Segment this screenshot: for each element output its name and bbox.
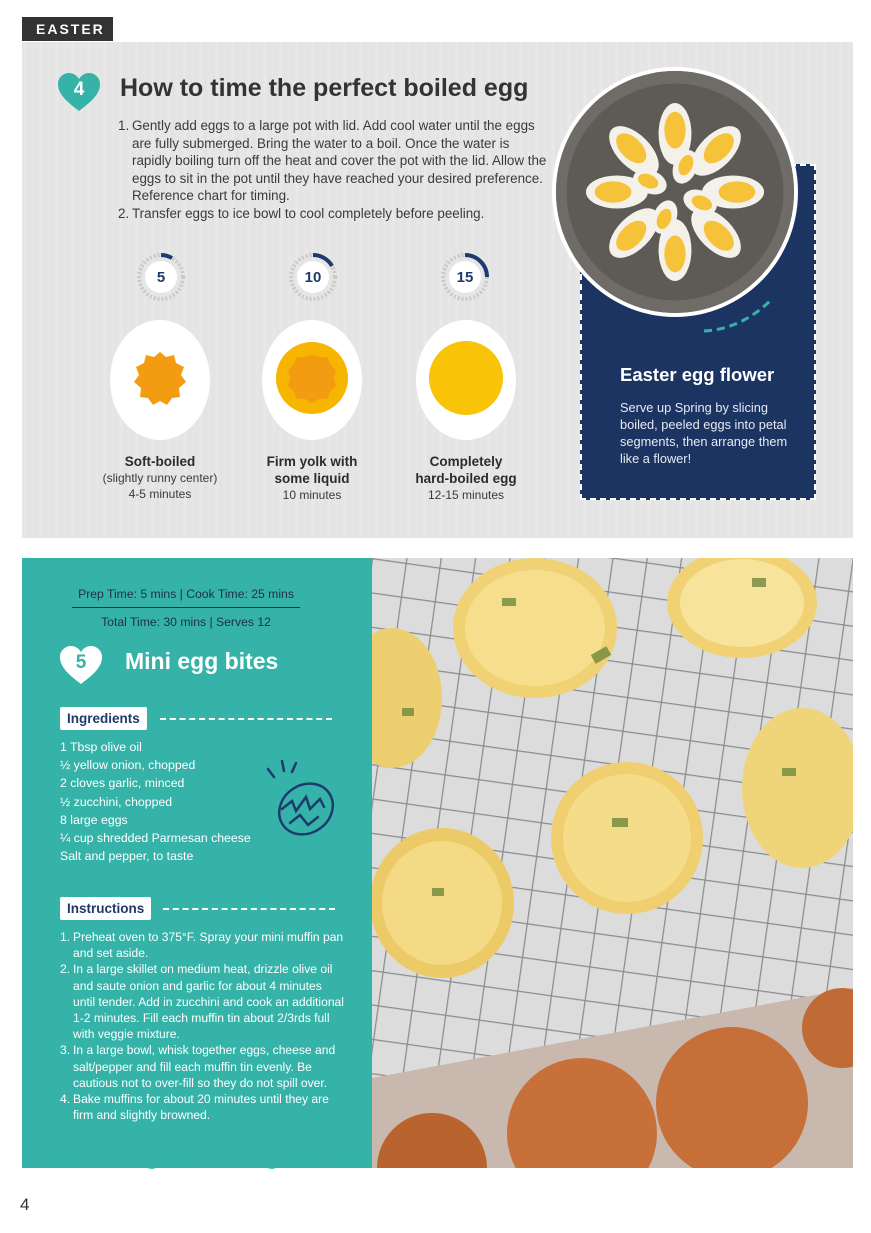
prep-cook-time: Prep Time: 5 mins | Cook Time: 25 mins — [72, 586, 300, 608]
ingredient-item: Salt and pepper, to taste — [60, 849, 194, 864]
instruction-item: 1. Preheat oven to 375°F. Spray your mini muffin pan and set aside. — [60, 930, 344, 961]
step-item: 2. Transfer eggs to ice bowl to cool completely before peeling. — [118, 205, 485, 221]
step-badge-heart — [56, 71, 102, 113]
recipe-times — [72, 586, 300, 631]
flower-card-text: Serve up Spring by slicing boiled, peeled eggs into petal segments, then arrange them like a flower! — [620, 400, 788, 466]
egg-bites-photo — [372, 558, 853, 1168]
instruction-item: 2. In a large skillet on medium heat, drizzle olive oil and saute onion and garlic for about 4 minutes until tender. Add in zucchini and cook an additional 1-2 minutes. Fill each muffin tin about 2/3rds full with veggie mixture. — [60, 962, 344, 1042]
egg-label-hard: Completely hard-boiled egg 12-15 minutes — [415, 454, 517, 502]
hard-boiled-egg-illustration — [415, 312, 517, 440]
recipe-title: Mini egg bites — [125, 648, 279, 674]
section-tag: EASTER — [22, 17, 113, 41]
soft-boiled-egg-illustration — [109, 312, 211, 440]
egg-label-soft: Soft-boiled (slightly runny center) 4-5 minutes — [102, 454, 218, 501]
ingredient-item: ½ yellow onion, chopped — [60, 758, 196, 773]
section-title: How to time the perfect boiled egg — [120, 74, 529, 102]
divider — [160, 718, 332, 720]
torn-edge-decoration — [22, 1160, 372, 1172]
ingredient-item: ¼ cup shredded Parmesan cheese — [60, 831, 251, 846]
instructions-label: Instructions — [60, 897, 151, 920]
ingredient-item: 1 Tbsp olive oil — [60, 740, 142, 754]
timer-5-min: 5 — [136, 252, 186, 302]
step-number: 5 — [75, 651, 87, 673]
page-number: 4 — [20, 1195, 30, 1214]
boil-steps — [118, 117, 548, 222]
ingredient-item: 2 cloves garlic, minced — [60, 776, 185, 791]
instructions-list — [60, 929, 345, 1123]
timer-10-min: 10 — [288, 252, 338, 302]
cracked-egg-icon — [260, 757, 344, 841]
egg-label-firm: Firm yolk with some liquid 10 minutes — [266, 454, 358, 502]
instruction-item: 3. In a large bowl, whisk together eggs, cheese and salt/pepper and fill each muffin tin evenly. Be cautious not to over-fill so they do not spill over. — [60, 1043, 336, 1090]
ingredient-item: 8 large eggs — [60, 812, 128, 827]
ingredient-item: ½ zucchini, chopped — [60, 794, 173, 809]
step-number: 4 — [73, 78, 85, 100]
boiled-egg-panel — [22, 42, 853, 538]
ingredients-list — [60, 738, 265, 865]
ingredients-label: Ingredients — [60, 707, 147, 730]
step-item: 1. Gently add eggs to a large pot with lid. Add cool water until the eggs are fully submerged. Bring the water to a boil. Once the water is rapidly boiling turn off the heat and cover the pot with the lid. Allow the eggs to sit in the pot until they have reached your desired preference. Reference chart for timing. — [118, 118, 547, 203]
instruction-item: 4. Bake muffins for about 20 minutes until they are firm and slightly browned. — [60, 1092, 329, 1123]
flower-card-title: Easter egg flower — [620, 364, 775, 385]
divider — [163, 908, 335, 910]
step-badge-heart — [58, 644, 104, 686]
firm-yolk-egg-illustration — [261, 312, 363, 440]
total-time-serves: Total Time: 30 mins | Serves 12 — [101, 615, 271, 629]
dashed-swoosh-decoration — [702, 295, 782, 335]
egg-flower-photo — [552, 67, 798, 317]
timer-15-min: 15 — [440, 252, 490, 302]
